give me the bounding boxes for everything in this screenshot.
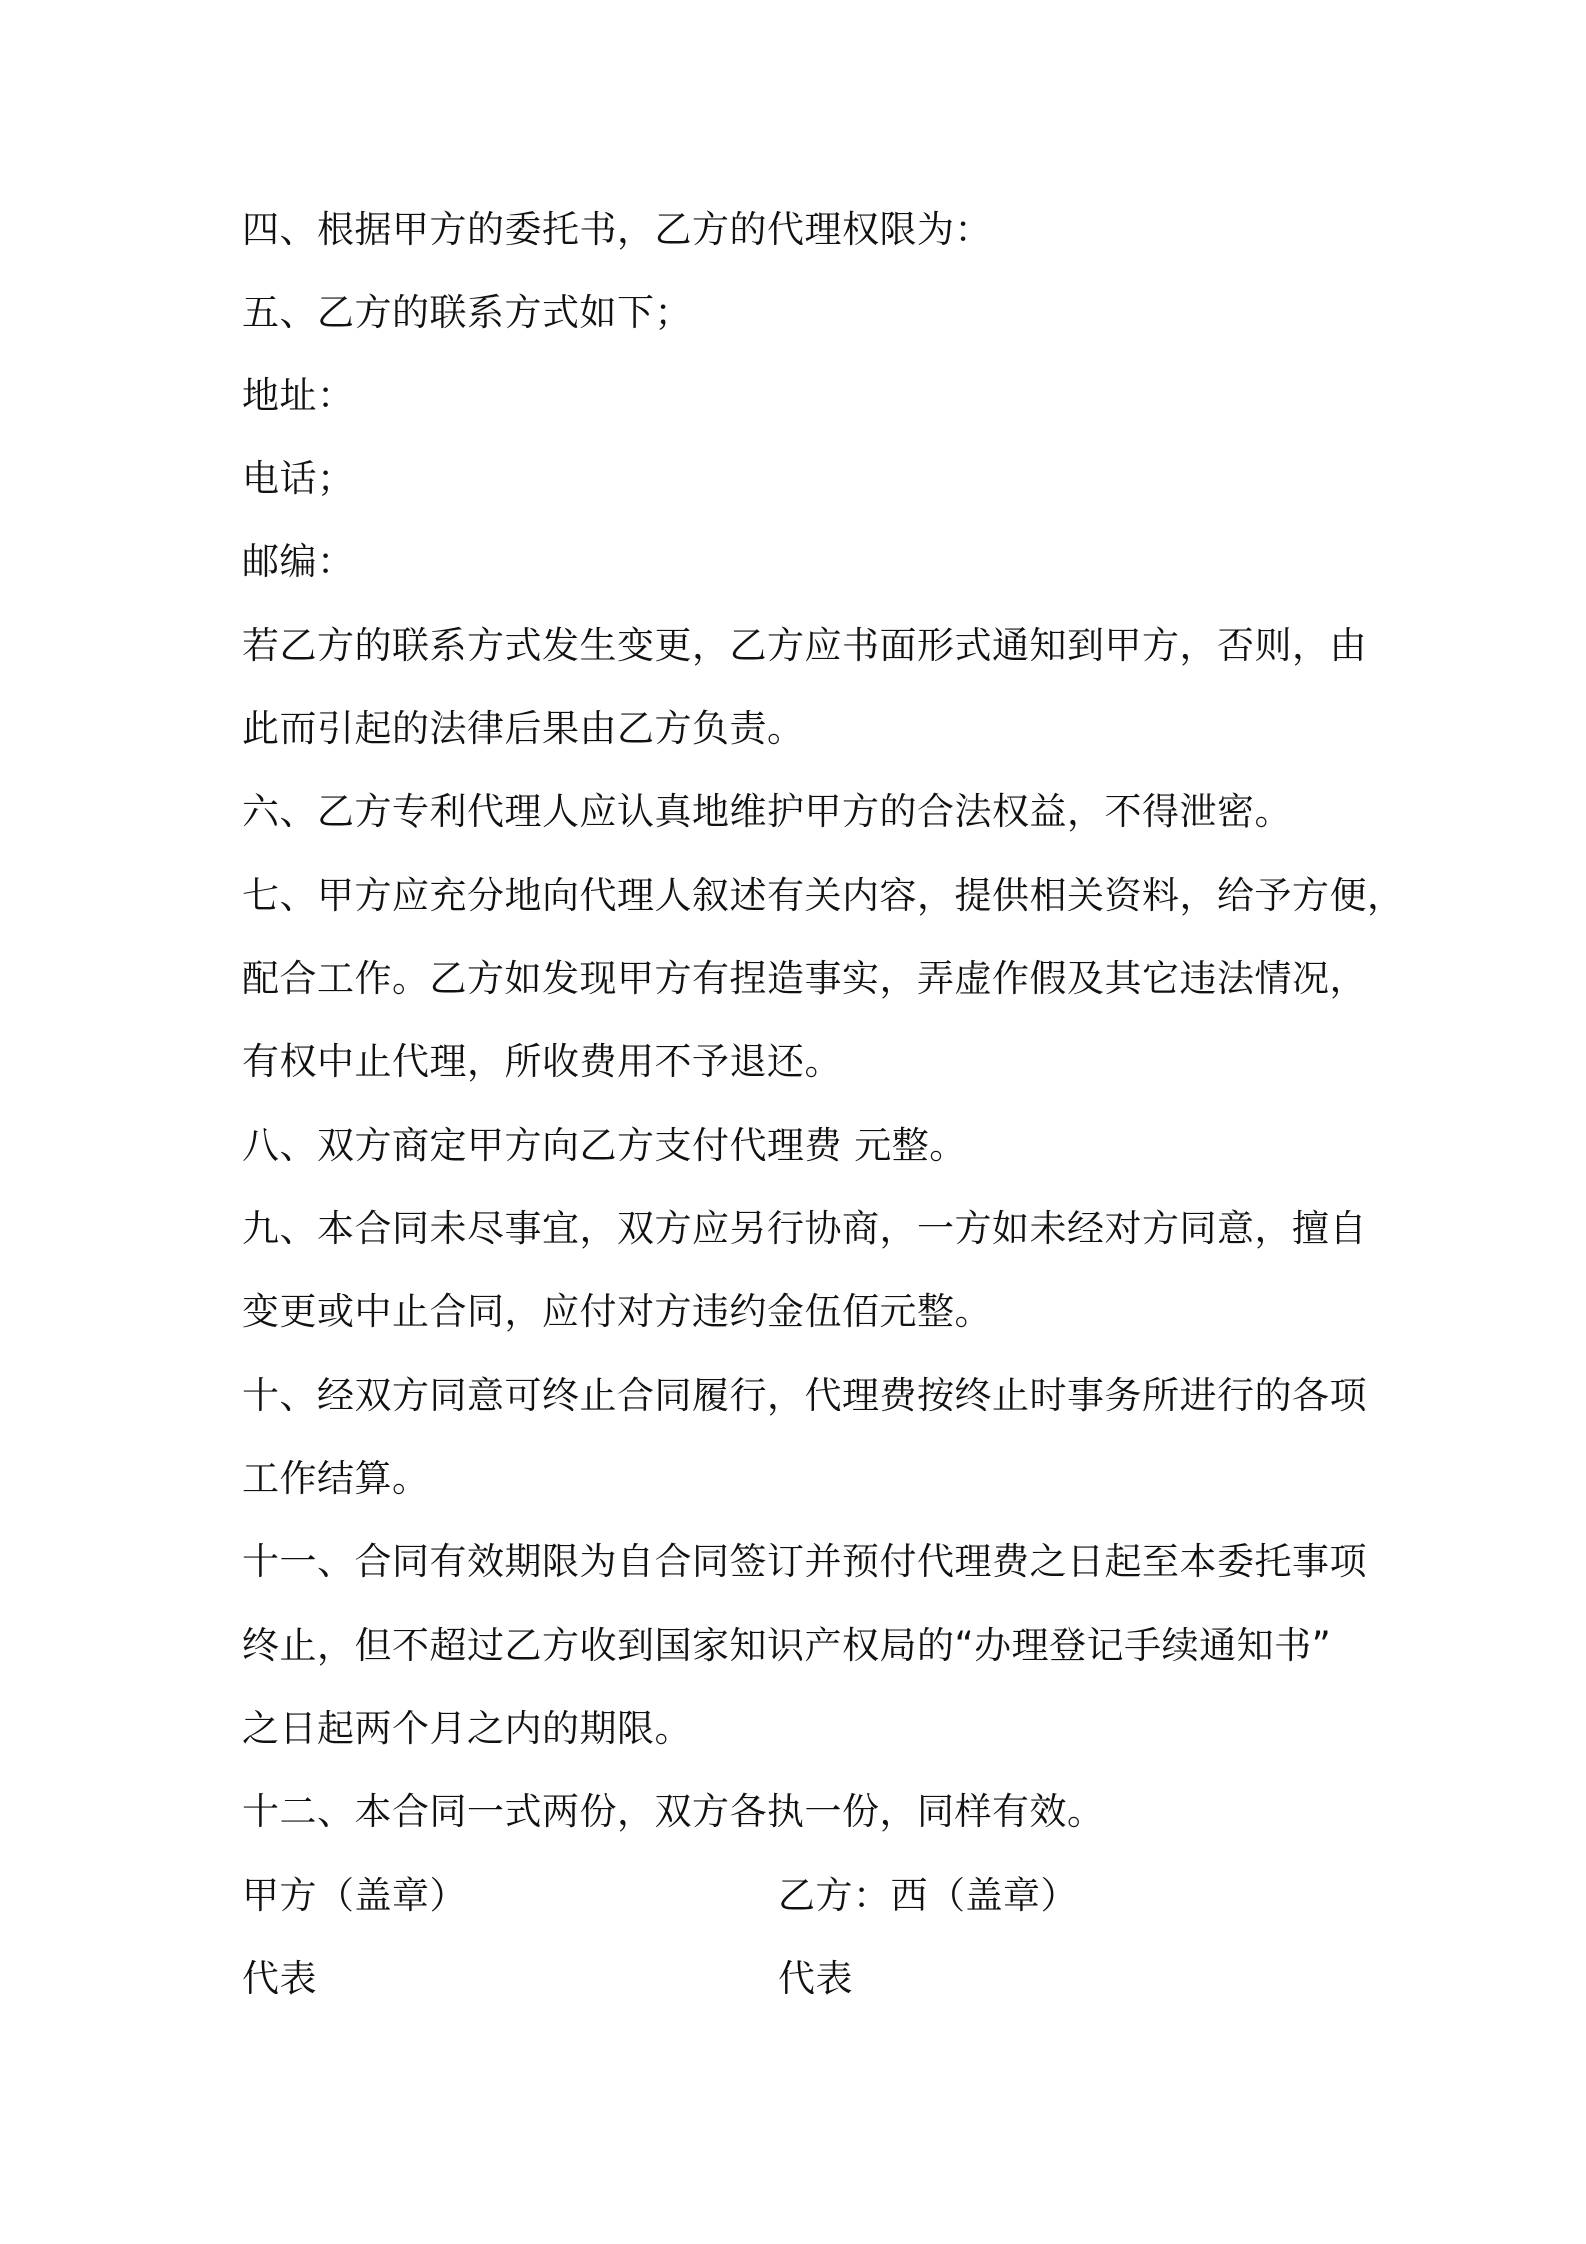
clause-10-line-2: 工作结算。 [242,1457,430,1500]
contact-postcode-label: 邮编： [242,540,355,583]
clause-8-fee: 八、双方商定甲方向乙方支付代理费 元整。 [242,1124,967,1167]
clause-9-line-1: 九、本合同未尽事宜，双方应另行协商，一方如未经对方同意，擅自 [242,1207,1367,1250]
contact-change-notice-line-2: 此而引起的法律后果由乙方负责。 [242,707,805,750]
clause-5-contact-header: 五、乙方的联系方式如下； [242,291,692,334]
party-a-seal-label: 甲方（盖章） [242,1874,467,1917]
party-a-representative-label: 代表 [242,1957,317,2000]
clause-10-line-1: 十、经双方同意可终止合同履行，代理费按终止时事务所进行的各项 [242,1374,1367,1417]
clause-4-authority: 四、根据甲方的委托书，乙方的代理权限为： [242,208,992,251]
clause-11-line-2: 终止，但不超过乙方收到国家知识产权局的“办理登记手续通知书” [242,1624,1332,1667]
clause-9-line-2: 变更或中止合同，应付对方违约金伍佰元整。 [242,1290,992,1333]
clause-11-line-3: 之日起两个月之内的期限。 [242,1707,692,1750]
clause-11-line-1: 十一、合同有效期限为自合同签订并预付代理费之日起至本委托事项 [242,1540,1367,1583]
clause-6-confidentiality: 六、乙方专利代理人应认真地维护甲方的合法权益，不得泄密。 [242,790,1292,833]
clause-7-line-3: 有权中止代理，所收费用不予退还。 [242,1040,842,1083]
clause-7-line-2: 配合工作。乙方如发现甲方有捏造事实，弄虚作假及其它违法情况， [242,957,1367,1000]
party-b-seal-label: 乙方：西（盖章） [778,1874,1078,1917]
contact-change-notice-line-1: 若乙方的联系方式发生变更，乙方应书面形式通知到甲方，否则，由 [242,624,1367,667]
contact-phone-label: 电话； [242,457,355,500]
contact-address-label: 地址： [242,374,355,417]
party-b-representative-label: 代表 [778,1957,853,2000]
clause-7-line-1: 七、甲方应充分地向代理人叙述有关内容，提供相关资料，给予方便， [242,874,1405,917]
clause-12-copies: 十二、本合同一式两份，双方各执一份，同样有效。 [242,1790,1105,1833]
